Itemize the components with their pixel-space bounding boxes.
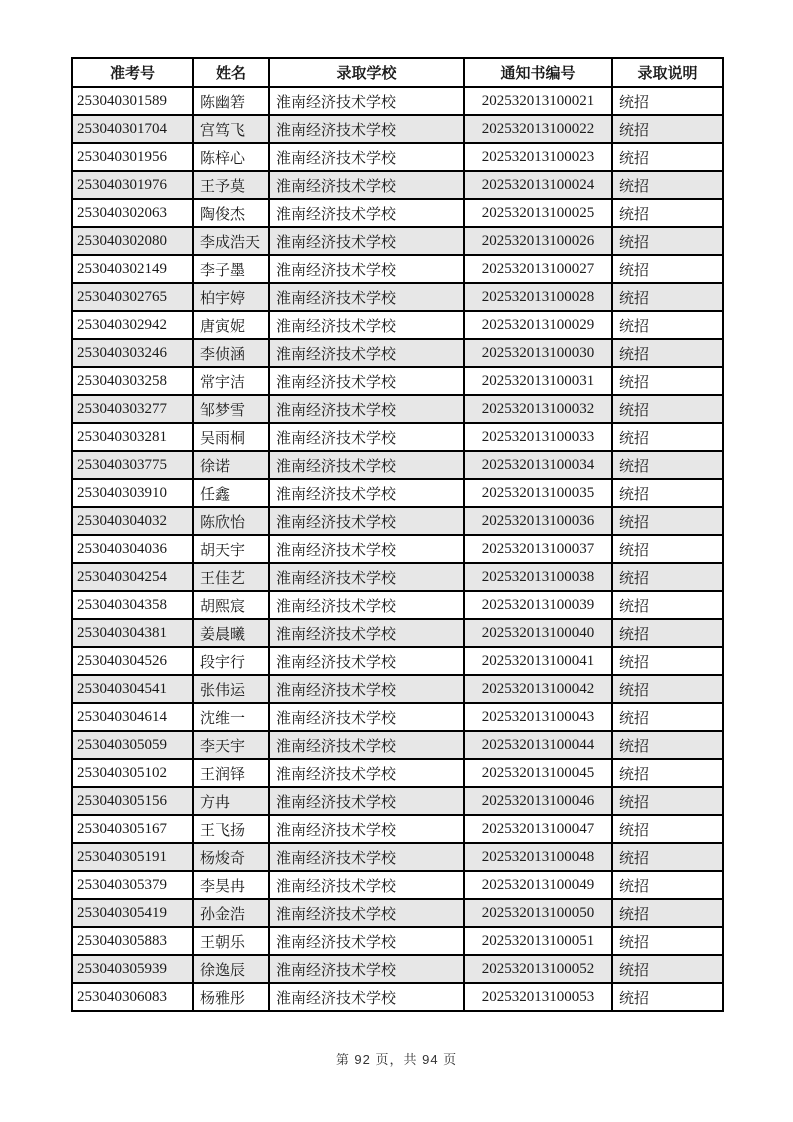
exam-number-cell: 253040301976 xyxy=(72,171,193,199)
admission-table xyxy=(71,57,724,1012)
notice-number-cell: 202532013100027 xyxy=(464,255,612,283)
exam-number-cell: 253040302080 xyxy=(72,227,193,255)
notice-number-cell: 202532013100032 xyxy=(464,395,612,423)
header-exam-number: 准考号 xyxy=(72,58,193,87)
admission-type-cell: 统招 xyxy=(612,255,723,283)
table-row xyxy=(72,451,723,479)
admission-type-cell: 统招 xyxy=(612,619,723,647)
admission-type-cell: 统招 xyxy=(612,143,723,171)
table-row xyxy=(72,955,723,983)
admission-type-cell: 统招 xyxy=(612,787,723,815)
header-notice-number: 通知书编号 xyxy=(464,58,612,87)
school-cell: 淮南经济技术学校 xyxy=(269,255,464,283)
table-row xyxy=(72,703,723,731)
notice-number-cell: 202532013100035 xyxy=(464,479,612,507)
school-cell: 淮南经济技术学校 xyxy=(269,731,464,759)
exam-number-cell: 253040301956 xyxy=(72,143,193,171)
exam-number-cell: 253040304526 xyxy=(72,647,193,675)
exam-number-cell: 253040305379 xyxy=(72,871,193,899)
school-cell: 淮南经济技术学校 xyxy=(269,647,464,675)
name-cell: 沈维一 xyxy=(193,703,269,731)
school-cell: 淮南经济技术学校 xyxy=(269,451,464,479)
table-row xyxy=(72,815,723,843)
admission-type-cell: 统招 xyxy=(612,479,723,507)
name-cell: 王朝乐 xyxy=(193,927,269,955)
table-row xyxy=(72,927,723,955)
page-number-footer: 第 92 页，共 94 页 xyxy=(335,1052,458,1067)
admission-type-cell: 统招 xyxy=(612,451,723,479)
exam-number-cell: 253040305191 xyxy=(72,843,193,871)
school-cell: 淮南经济技术学校 xyxy=(269,563,464,591)
name-cell: 柏宇婷 xyxy=(193,283,269,311)
admission-type-cell: 统招 xyxy=(612,507,723,535)
school-cell: 淮南经济技术学校 xyxy=(269,507,464,535)
admission-type-cell: 统招 xyxy=(612,171,723,199)
header-row xyxy=(72,58,723,87)
name-cell: 邹梦雪 xyxy=(193,395,269,423)
school-cell: 淮南经济技术学校 xyxy=(269,87,464,115)
notice-number-cell: 202532013100022 xyxy=(464,115,612,143)
table-row xyxy=(72,787,723,815)
admission-type-cell: 统招 xyxy=(612,591,723,619)
name-cell: 陈欣怡 xyxy=(193,507,269,535)
admission-type-cell: 统招 xyxy=(612,423,723,451)
table-row xyxy=(72,143,723,171)
exam-number-cell: 253040303258 xyxy=(72,367,193,395)
name-cell: 陈幽箬 xyxy=(193,87,269,115)
notice-number-cell: 202532013100038 xyxy=(464,563,612,591)
school-cell: 淮南经济技术学校 xyxy=(269,311,464,339)
notice-number-cell: 202532013100034 xyxy=(464,451,612,479)
table-row xyxy=(72,255,723,283)
name-cell: 胡熙宸 xyxy=(193,591,269,619)
school-cell: 淮南经济技术学校 xyxy=(269,675,464,703)
notice-number-cell: 202532013100028 xyxy=(464,283,612,311)
notice-number-cell: 202532013100050 xyxy=(464,899,612,927)
notice-number-cell: 202532013100024 xyxy=(464,171,612,199)
notice-number-cell: 202532013100047 xyxy=(464,815,612,843)
notice-number-cell: 202532013100037 xyxy=(464,535,612,563)
exam-number-cell: 253040304541 xyxy=(72,675,193,703)
admission-type-cell: 统招 xyxy=(612,843,723,871)
name-cell: 张伟运 xyxy=(193,675,269,703)
exam-number-cell: 253040303775 xyxy=(72,451,193,479)
table-row xyxy=(72,423,723,451)
admission-type-cell: 统招 xyxy=(612,759,723,787)
name-cell: 徐诺 xyxy=(193,451,269,479)
admission-type-cell: 统招 xyxy=(612,367,723,395)
table-row xyxy=(72,619,723,647)
name-cell: 段宇行 xyxy=(193,647,269,675)
admission-type-cell: 统招 xyxy=(612,339,723,367)
table-row xyxy=(72,507,723,535)
admission-type-cell: 统招 xyxy=(612,647,723,675)
table-row xyxy=(72,227,723,255)
notice-number-cell: 202532013100046 xyxy=(464,787,612,815)
exam-number-cell: 253040304358 xyxy=(72,591,193,619)
school-cell: 淮南经济技术学校 xyxy=(269,927,464,955)
notice-number-cell: 202532013100048 xyxy=(464,843,612,871)
school-cell: 淮南经济技术学校 xyxy=(269,787,464,815)
name-cell: 陈梓心 xyxy=(193,143,269,171)
exam-number-cell: 253040303277 xyxy=(72,395,193,423)
exam-number-cell: 253040304381 xyxy=(72,619,193,647)
table-row xyxy=(72,647,723,675)
notice-number-cell: 202532013100021 xyxy=(464,87,612,115)
exam-number-cell: 253040302149 xyxy=(72,255,193,283)
school-cell: 淮南经济技术学校 xyxy=(269,115,464,143)
exam-number-cell: 253040302063 xyxy=(72,199,193,227)
name-cell: 吴雨桐 xyxy=(193,423,269,451)
table-row xyxy=(72,395,723,423)
table-row xyxy=(72,731,723,759)
notice-number-cell: 202532013100042 xyxy=(464,675,612,703)
admission-type-cell: 统招 xyxy=(612,731,723,759)
exam-number-cell: 253040305939 xyxy=(72,955,193,983)
name-cell: 徐逸辰 xyxy=(193,955,269,983)
table-header xyxy=(72,58,723,87)
table-row xyxy=(72,311,723,339)
school-cell: 淮南经济技术学校 xyxy=(269,703,464,731)
exam-number-cell: 253040303281 xyxy=(72,423,193,451)
admission-type-cell: 统招 xyxy=(612,563,723,591)
table-row xyxy=(72,675,723,703)
table-row xyxy=(72,199,723,227)
name-cell: 方冉 xyxy=(193,787,269,815)
school-cell: 淮南经济技术学校 xyxy=(269,479,464,507)
name-cell: 杨雅彤 xyxy=(193,983,269,1011)
name-cell: 宫笃飞 xyxy=(193,115,269,143)
table-body xyxy=(72,87,723,1011)
name-cell: 任鑫 xyxy=(193,479,269,507)
header-name: 姓名 xyxy=(193,58,269,87)
school-cell: 淮南经济技术学校 xyxy=(269,143,464,171)
admission-type-cell: 统招 xyxy=(612,283,723,311)
school-cell: 淮南经济技术学校 xyxy=(269,283,464,311)
admission-type-cell: 统招 xyxy=(612,311,723,339)
notice-number-cell: 202532013100023 xyxy=(464,143,612,171)
name-cell: 王佳艺 xyxy=(193,563,269,591)
name-cell: 杨焌奇 xyxy=(193,843,269,871)
name-cell: 王润铎 xyxy=(193,759,269,787)
header-admission-type: 录取说明 xyxy=(612,58,723,87)
exam-number-cell: 253040305059 xyxy=(72,731,193,759)
name-cell: 陶俊杰 xyxy=(193,199,269,227)
admission-type-cell: 统招 xyxy=(612,227,723,255)
notice-number-cell: 202532013100051 xyxy=(464,927,612,955)
admission-type-cell: 统招 xyxy=(612,983,723,1011)
name-cell: 李成浩天 xyxy=(193,227,269,255)
school-cell: 淮南经济技术学校 xyxy=(269,395,464,423)
table-row xyxy=(72,367,723,395)
table-row xyxy=(72,283,723,311)
school-cell: 淮南经济技术学校 xyxy=(269,591,464,619)
header-school: 录取学校 xyxy=(269,58,464,87)
school-cell: 淮南经济技术学校 xyxy=(269,423,464,451)
exam-number-cell: 253040304032 xyxy=(72,507,193,535)
notice-number-cell: 202532013100043 xyxy=(464,703,612,731)
table-row xyxy=(72,843,723,871)
table-row xyxy=(72,87,723,115)
notice-number-cell: 202532013100039 xyxy=(464,591,612,619)
school-cell: 淮南经济技术学校 xyxy=(269,367,464,395)
name-cell: 常宇洁 xyxy=(193,367,269,395)
table-row xyxy=(72,479,723,507)
notice-number-cell: 202532013100045 xyxy=(464,759,612,787)
exam-number-cell: 253040304614 xyxy=(72,703,193,731)
table-row xyxy=(72,339,723,367)
exam-number-cell: 253040305167 xyxy=(72,815,193,843)
school-cell: 淮南经济技术学校 xyxy=(269,171,464,199)
admission-type-cell: 统招 xyxy=(612,927,723,955)
exam-number-cell: 253040301589 xyxy=(72,87,193,115)
school-cell: 淮南经济技术学校 xyxy=(269,955,464,983)
exam-number-cell: 253040302765 xyxy=(72,283,193,311)
name-cell: 李子墨 xyxy=(193,255,269,283)
exam-number-cell: 253040304036 xyxy=(72,535,193,563)
admission-type-cell: 统招 xyxy=(612,395,723,423)
admission-type-cell: 统招 xyxy=(612,199,723,227)
notice-number-cell: 202532013100036 xyxy=(464,507,612,535)
school-cell: 淮南经济技术学校 xyxy=(269,227,464,255)
name-cell: 李侦涵 xyxy=(193,339,269,367)
exam-number-cell: 253040302942 xyxy=(72,311,193,339)
school-cell: 淮南经济技术学校 xyxy=(269,871,464,899)
notice-number-cell: 202532013100031 xyxy=(464,367,612,395)
exam-number-cell: 253040305156 xyxy=(72,787,193,815)
notice-number-cell: 202532013100029 xyxy=(464,311,612,339)
name-cell: 王飞扬 xyxy=(193,815,269,843)
exam-number-cell: 253040305102 xyxy=(72,759,193,787)
school-cell: 淮南经济技术学校 xyxy=(269,619,464,647)
table-row xyxy=(72,115,723,143)
school-cell: 淮南经济技术学校 xyxy=(269,983,464,1011)
table-row xyxy=(72,171,723,199)
school-cell: 淮南经济技术学校 xyxy=(269,339,464,367)
admission-type-cell: 统招 xyxy=(612,115,723,143)
admission-type-cell: 统招 xyxy=(612,899,723,927)
exam-number-cell: 253040306083 xyxy=(72,983,193,1011)
exam-number-cell: 253040304254 xyxy=(72,563,193,591)
notice-number-cell: 202532013100040 xyxy=(464,619,612,647)
school-cell: 淮南经济技术学校 xyxy=(269,759,464,787)
table-row xyxy=(72,899,723,927)
admission-type-cell: 统招 xyxy=(612,675,723,703)
table-row xyxy=(72,871,723,899)
admission-type-cell: 统招 xyxy=(612,955,723,983)
name-cell: 李昊冉 xyxy=(193,871,269,899)
exam-number-cell: 253040303910 xyxy=(72,479,193,507)
table-row xyxy=(72,983,723,1011)
exam-number-cell: 253040305419 xyxy=(72,899,193,927)
admission-type-cell: 统招 xyxy=(612,871,723,899)
school-cell: 淮南经济技术学校 xyxy=(269,815,464,843)
school-cell: 淮南经济技术学校 xyxy=(269,535,464,563)
table-row xyxy=(72,535,723,563)
notice-number-cell: 202532013100049 xyxy=(464,871,612,899)
name-cell: 胡天宇 xyxy=(193,535,269,563)
notice-number-cell: 202532013100053 xyxy=(464,983,612,1011)
admission-type-cell: 统招 xyxy=(612,535,723,563)
name-cell: 姜晨曦 xyxy=(193,619,269,647)
school-cell: 淮南经济技术学校 xyxy=(269,899,464,927)
school-cell: 淮南经济技术学校 xyxy=(269,199,464,227)
school-cell: 淮南经济技术学校 xyxy=(269,843,464,871)
notice-number-cell: 202532013100030 xyxy=(464,339,612,367)
notice-number-cell: 202532013100025 xyxy=(464,199,612,227)
table-row xyxy=(72,563,723,591)
admission-type-cell: 统招 xyxy=(612,87,723,115)
name-cell: 李天宇 xyxy=(193,731,269,759)
notice-number-cell: 202532013100033 xyxy=(464,423,612,451)
table-row xyxy=(72,591,723,619)
name-cell: 孙金浩 xyxy=(193,899,269,927)
notice-number-cell: 202532013100044 xyxy=(464,731,612,759)
notice-number-cell: 202532013100026 xyxy=(464,227,612,255)
name-cell: 王予莫 xyxy=(193,171,269,199)
table-row xyxy=(72,759,723,787)
exam-number-cell: 253040305883 xyxy=(72,927,193,955)
notice-number-cell: 202532013100052 xyxy=(464,955,612,983)
exam-number-cell: 253040303246 xyxy=(72,339,193,367)
exam-number-cell: 253040301704 xyxy=(72,115,193,143)
admission-type-cell: 统招 xyxy=(612,703,723,731)
admission-type-cell: 统招 xyxy=(612,815,723,843)
notice-number-cell: 202532013100041 xyxy=(464,647,612,675)
name-cell: 唐寅妮 xyxy=(193,311,269,339)
